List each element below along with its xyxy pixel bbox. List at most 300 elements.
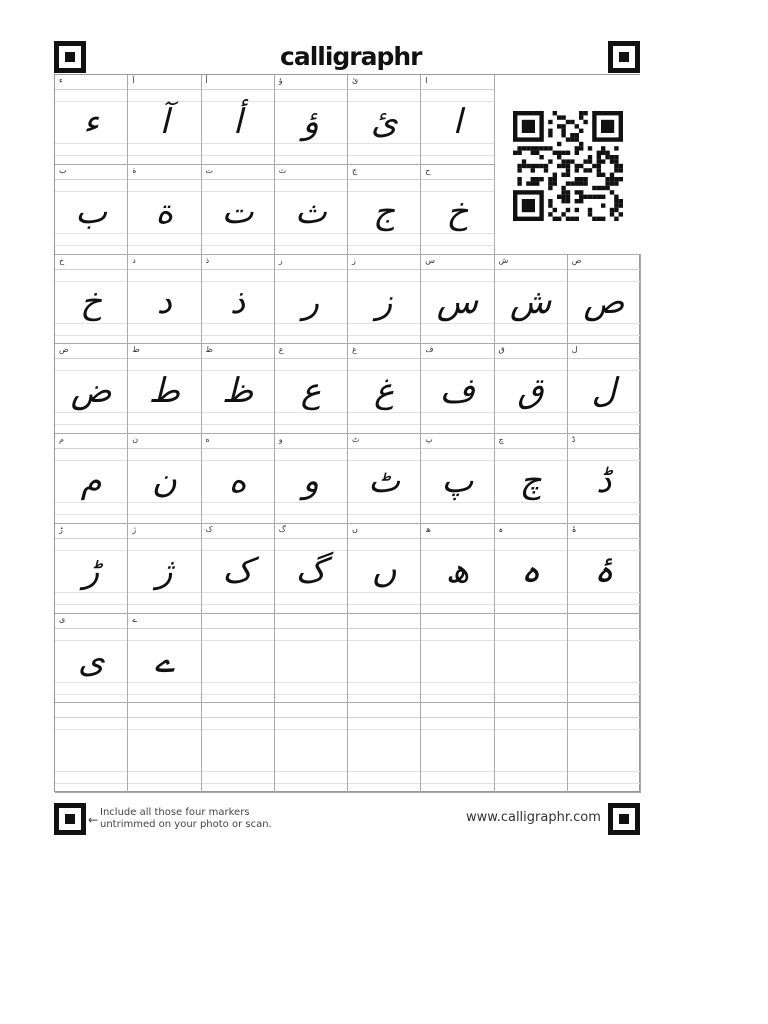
template-cell [128,75,201,165]
template-grid [54,74,640,792]
guide-line [421,604,493,605]
template-cell [202,344,275,434]
template-cell [421,524,494,614]
cell-label: ب [59,165,67,175]
qr-pattern [513,111,623,221]
guide-line [421,269,493,270]
cell-label: ہ [498,524,504,534]
guide-line [495,640,567,641]
cell-label: ث [278,165,287,175]
guide-line [421,89,493,90]
guide-line [421,514,493,515]
guide-line [275,89,347,90]
guide-line [421,729,493,730]
handwritten-glyph: ع [300,371,322,412]
handwritten-glyph: ز [375,281,393,322]
guide-line [55,89,127,90]
guide-line [55,694,127,695]
guide-line [568,538,640,539]
handwritten-glyph: آ [159,102,170,142]
guide-line [55,717,127,718]
guide-line [568,640,640,641]
template-cell [495,344,568,434]
template-cell [568,344,641,434]
guide-line [348,269,420,270]
guide-line [495,717,567,718]
handwritten-glyph: ط [148,371,181,412]
cell-label: ت [205,165,214,175]
handwritten-glyph: خ [80,281,103,322]
template-cell [568,524,641,614]
guide-line [202,335,274,336]
template-cell [348,434,421,524]
guide-line [202,729,274,730]
calligraphr-logo: calligraphr [280,42,422,71]
handwritten-glyph: ڑ [82,550,100,591]
guide-line [55,538,127,539]
template-cell [495,434,568,524]
guide-line [495,448,567,449]
guide-line [128,245,200,246]
guide-line [202,628,274,629]
guide-line [495,269,567,270]
guide-line [348,335,420,336]
handwritten-glyph: ن [151,461,177,501]
guide-line [202,155,274,156]
handwritten-glyph: ف [439,371,475,412]
guide-line [275,179,347,180]
guide-line [128,179,200,180]
handwritten-glyph: ڈ [596,461,612,501]
guide-line [568,717,640,718]
left-arrow-icon: ← [88,813,99,827]
guide-line [275,729,347,730]
template-cell [495,703,568,793]
guide-line [421,448,493,449]
template-cell [128,614,201,704]
cell-label: ه [205,435,210,444]
guide-line [202,514,274,515]
cell-label: ں [352,524,358,534]
cell-label: ط [132,345,140,355]
guide-line [55,335,127,336]
handwritten-glyph: گ [295,550,327,591]
guide-line [202,604,274,605]
guide-line [348,783,420,784]
guide-line [275,245,347,246]
guide-line [421,335,493,336]
template-cell [275,703,348,793]
guide-line [202,424,274,425]
cell-label: ا [425,76,428,85]
instruction-line-1: Include all those four markers [100,807,250,818]
handwritten-glyph: ھ [445,550,470,591]
guide-line [421,179,493,180]
guide-line [568,729,640,730]
guide-line [275,448,347,449]
template-cell [275,75,348,165]
cell-label: ق [498,345,505,355]
registration-marker-icon [54,803,86,835]
guide-line [495,682,567,683]
guide-line [421,424,493,425]
template-cell [568,703,641,793]
handwritten-glyph: ق [517,371,544,412]
handwritten-glyph: ظ [221,371,254,412]
guide-line [568,448,640,449]
cell-label: ؤ [278,76,283,85]
template-cell [275,344,348,434]
handwritten-glyph: ہ [520,550,541,591]
template-cell [348,524,421,614]
guide-line [128,269,200,270]
template-cell [348,614,421,704]
guide-line [348,179,420,180]
guide-line [348,682,420,683]
guide-line [495,424,567,425]
guide-line [348,771,420,772]
website-url: www.calligraphr.com [466,810,601,825]
template-cell [275,434,348,524]
template-cell [55,703,128,793]
cell-label: ش [498,255,509,265]
template-cell [55,255,128,345]
guide-line [55,245,127,246]
guide-line [55,604,127,605]
registration-marker-icon [608,803,640,835]
guide-line [348,729,420,730]
guide-line [275,771,347,772]
template-cell [55,614,128,704]
instruction-line-2: untrimmed on your photo or scan. [100,819,272,830]
cell-label: ج [352,165,358,175]
guide-line [202,448,274,449]
guide-line [348,604,420,605]
cell-label: ک [205,524,213,534]
template-cell [55,344,128,434]
handwritten-glyph: ث [294,191,327,232]
guide-line [568,694,640,695]
handwritten-glyph: ب [75,191,108,232]
handwritten-glyph: ٹ [368,461,401,501]
guide-line [128,155,200,156]
guide-line [55,771,127,772]
guide-line [275,538,347,539]
guide-line [275,358,347,359]
guide-line [275,783,347,784]
cell-label: ظ [205,345,213,355]
template-cell [128,703,201,793]
cell-label: ذ [205,255,210,265]
marker-instructions [100,807,272,831]
template-cell [202,614,275,704]
guide-line [128,424,200,425]
template-cell [128,434,201,524]
guide-line [568,771,640,772]
template-cell [55,524,128,614]
cell-label: ۂ [571,524,577,534]
template-cell [348,344,421,434]
guide-line [202,717,274,718]
handwritten-glyph: أ [232,102,243,142]
guide-line [128,514,200,515]
handwritten-glyph: ئ [370,102,398,142]
guide-line [128,538,200,539]
template-cell [421,255,494,345]
cell-label: ف [425,345,434,355]
guide-line [275,640,347,641]
guide-line [128,783,200,784]
template-cell [348,703,421,793]
guide-line [495,604,567,605]
guide-line [348,717,420,718]
cell-label: ر [278,255,283,265]
handwritten-glyph: ں [371,550,397,591]
guide-line [568,682,640,683]
guide-line [348,424,420,425]
template-cell [202,75,275,165]
guide-line [348,448,420,449]
guide-line [55,358,127,359]
guide-line [275,604,347,605]
handwritten-glyph: ج [373,191,396,232]
registration-marker-icon [54,41,86,73]
handwritten-glyph: چ [519,461,542,501]
cell-label: ع [278,345,284,355]
handwritten-glyph: ک [222,550,253,591]
cell-label: أ [205,76,208,85]
guide-line [421,694,493,695]
cell-label: گ [278,524,286,534]
guide-line [421,538,493,539]
guide-line [348,358,420,359]
guide-line [55,514,127,515]
guide-line [128,694,200,695]
handwritten-glyph: خ [446,191,469,232]
guide-line [421,245,493,246]
guide-line [421,628,493,629]
guide-line [128,448,200,449]
guide-line [495,358,567,359]
guide-line [55,783,127,784]
guide-line [55,448,127,449]
guide-line [202,771,274,772]
guide-line [275,424,347,425]
guide-line [348,538,420,539]
guide-line [275,155,347,156]
template-cell [128,524,201,614]
guide-line [568,424,640,425]
template-cell [55,165,128,255]
cell-label: م [59,435,64,444]
handwritten-glyph: ص [583,281,625,322]
handwritten-glyph: ش [509,281,552,322]
guide-line [568,358,640,359]
template-cell [421,434,494,524]
template-cell [128,165,201,255]
template-cell [421,75,494,165]
cell-label: ز [352,255,356,265]
cell-label: خ [59,255,65,265]
cell-label: آ [132,76,135,85]
guide-line [495,771,567,772]
guide-line [275,514,347,515]
guide-line [55,269,127,270]
template-cell [495,614,568,704]
handwritten-glyph: ء [83,102,100,142]
handwritten-glyph: پ [441,461,474,501]
handwritten-glyph: ۂ [593,550,614,591]
guide-line [421,771,493,772]
cell-label: ڈ [571,435,576,444]
cell-label: ح [425,165,431,175]
handwritten-glyph: ه [228,461,247,501]
guide-line [495,729,567,730]
guide-line [421,155,493,156]
guide-line [202,245,274,246]
handwritten-glyph: ل [591,371,617,412]
qr-code-icon [495,75,642,255]
guide-line [495,335,567,336]
guide-line [421,358,493,359]
guide-line [202,179,274,180]
guide-line [202,783,274,784]
guide-line [495,783,567,784]
handwritten-glyph: و [302,461,320,501]
template-cell [568,614,641,704]
guide-line [202,269,274,270]
guide-line [348,694,420,695]
cell-label: س [425,255,436,265]
cell-label: ڑ [59,524,63,534]
guide-line [202,682,274,683]
cell-label: ة [132,165,137,175]
guide-line [55,628,127,629]
template-cell [202,703,275,793]
guide-line [202,538,274,539]
guide-line [202,694,274,695]
template-cell [568,434,641,524]
cell-label: ل [571,345,578,355]
template-cell [202,524,275,614]
guide-line [568,628,640,629]
guide-line [348,640,420,641]
template-cell [348,75,421,165]
guide-line [128,335,200,336]
cell-label: ء [59,76,63,85]
guide-line [128,628,200,629]
cell-label: ے [132,614,137,624]
handwritten-glyph: ض [70,371,112,412]
template-cell [275,614,348,704]
template-cell [421,344,494,434]
cell-label: ٹ [352,435,360,444]
guide-line [568,783,640,784]
handwritten-glyph: ا [452,102,463,142]
template-cell [348,165,421,255]
cell-label: ژ [132,524,137,534]
cell-label: و [278,435,283,444]
guide-line [495,538,567,539]
guide-line [275,628,347,629]
handwritten-glyph: غ [373,371,395,412]
guide-line [275,694,347,695]
cell-label: ی [59,614,66,624]
guide-line [128,717,200,718]
template-cell [348,255,421,345]
cell-label: غ [352,345,357,355]
template-cell [275,524,348,614]
guide-line [55,179,127,180]
cell-label: ن [132,435,139,444]
handwritten-glyph: م [80,461,102,501]
cell-label: چ [498,435,504,444]
guide-line [275,335,347,336]
guide-line [348,89,420,90]
guide-line [275,682,347,683]
guide-line [128,771,200,772]
guide-line [202,89,274,90]
guide-line [348,245,420,246]
guide-line [275,269,347,270]
handwritten-glyph: ؤ [302,102,320,142]
template-cell [495,524,568,614]
guide-line [348,155,420,156]
template-cell [55,434,128,524]
guide-line [202,358,274,359]
guide-line [495,694,567,695]
guide-line [55,155,127,156]
guide-line [348,628,420,629]
guide-line [568,269,640,270]
handwritten-glyph: ی [77,640,105,681]
template-cell [495,255,568,345]
template-cell [128,255,201,345]
guide-line [568,335,640,336]
guide-line [495,628,567,629]
guide-line [568,514,640,515]
handwritten-glyph: ت [221,191,254,232]
guide-line [421,682,493,683]
cell-label: د [132,255,136,265]
cell-label: ض [59,345,69,355]
template-cell [568,255,641,345]
guide-line [495,514,567,515]
template-cell [202,434,275,524]
template-cell [202,255,275,345]
template-cell [55,75,128,165]
guide-line [202,640,274,641]
cell-label: ئ [352,76,359,85]
guide-line [55,424,127,425]
guide-line [128,604,200,605]
guide-line [275,717,347,718]
template-cell [421,165,494,255]
handwritten-glyph: ر [302,281,320,322]
handwritten-glyph: ة [155,191,174,232]
guide-line [55,729,127,730]
guide-line [421,717,493,718]
cell-label: ص [571,255,582,265]
registration-marker-icon [608,41,640,73]
handwritten-glyph: د [156,281,172,322]
handwritten-glyph: ذ [230,281,246,322]
guide-line [568,604,640,605]
template-cell [202,165,275,255]
guide-line [128,358,200,359]
template-cell [128,344,201,434]
handwritten-glyph: س [436,281,479,322]
